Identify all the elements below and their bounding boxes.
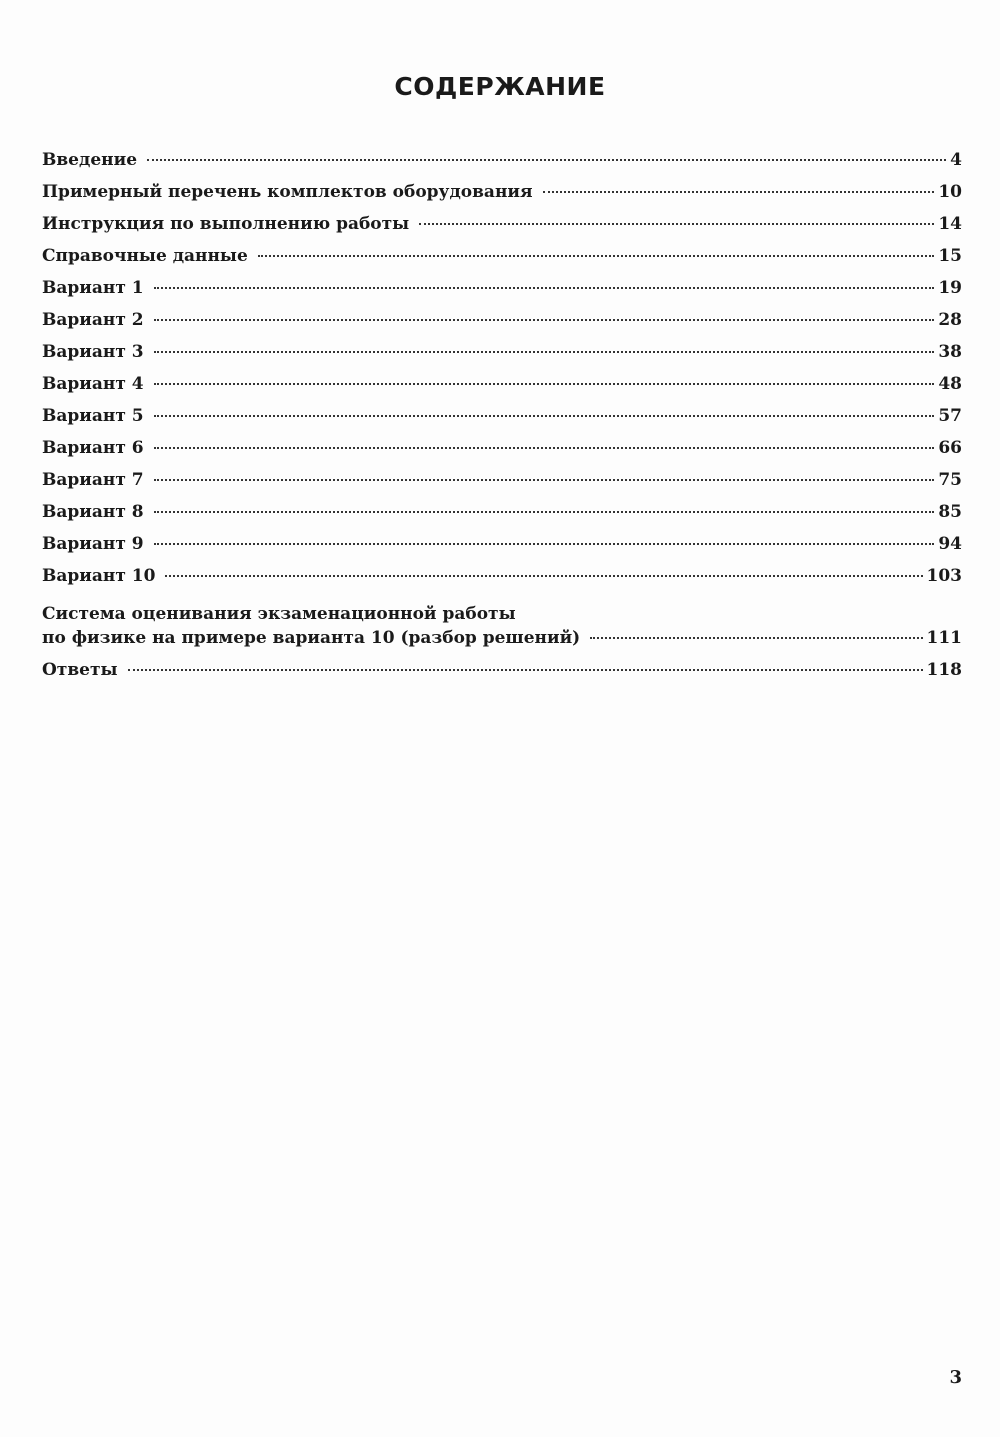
toc-entry-label: Примерный перечень комплектов оборудования: [42, 182, 533, 202]
toc-entry-label: Ответы: [42, 660, 118, 680]
toc-entry-page: 4: [950, 150, 962, 170]
toc-entry-variant-3[interactable]: [42, 342, 962, 374]
dot-leader: [154, 319, 935, 321]
toc-entry-reference-data[interactable]: [42, 246, 962, 278]
dot-leader: [165, 575, 922, 577]
dot-leader: [128, 669, 923, 671]
toc-entry-page: 118: [926, 660, 962, 680]
toc-entry-page: 111: [926, 628, 962, 648]
dot-leader: [154, 383, 935, 385]
dot-leader: [590, 637, 922, 639]
toc-entry-variant-6[interactable]: [42, 438, 962, 470]
toc-entry-label: Вариант 7: [42, 470, 144, 490]
toc-entry-label: Вариант 6: [42, 438, 144, 458]
dot-leader: [419, 223, 934, 225]
dot-leader: [154, 351, 935, 353]
toc-entry-label: Справочные данные: [42, 246, 248, 266]
dot-leader: [154, 415, 935, 417]
toc-entry-label: Вариант 4: [42, 374, 144, 394]
toc-entry-variant-5[interactable]: [42, 406, 962, 438]
toc-entry-variant-1[interactable]: [42, 278, 962, 310]
toc-entry-variant-10[interactable]: [42, 566, 962, 598]
toc-entry-label: Введение: [42, 150, 138, 170]
toc-entry-page: 38: [938, 342, 962, 362]
toc-entry-variant-2[interactable]: [42, 310, 962, 342]
dot-leader: [154, 447, 935, 449]
dot-leader: [154, 479, 935, 481]
toc-entry-label: Вариант 2: [42, 310, 144, 330]
toc-entry-introduction[interactable]: [42, 150, 962, 182]
toc-entry-page: 10: [938, 182, 962, 202]
toc-entry-page: 19: [938, 278, 962, 298]
dot-leader: [154, 287, 935, 289]
toc-entry-page: 15: [938, 246, 962, 266]
toc-entry-grading-system[interactable]: [42, 600, 962, 660]
toc-entry-page: 14: [938, 214, 962, 234]
toc-entry-label: Вариант 9: [42, 534, 144, 554]
toc-entry-instructions[interactable]: [42, 214, 962, 246]
toc-entry-label: Вариант 1: [42, 278, 144, 298]
dot-leader: [154, 511, 935, 513]
dot-leader: [147, 159, 946, 161]
table-of-contents: [42, 150, 962, 692]
dot-leader: [258, 255, 935, 257]
toc-entry-label: Вариант 10: [42, 566, 156, 586]
toc-entry-label: Система оценивания экзаменационной работы: [42, 604, 516, 624]
toc-entry-label: Вариант 3: [42, 342, 144, 362]
toc-entry-variant-7[interactable]: [42, 470, 962, 502]
toc-entry-label: Вариант 5: [42, 406, 144, 426]
dot-leader: [543, 191, 935, 193]
toc-entry-label: Вариант 8: [42, 502, 144, 522]
toc-entry-page: 85: [938, 502, 962, 522]
toc-entry-label-continued: по физике на примере варианта 10 (разбор решений): [42, 628, 581, 648]
toc-entry-page: 75: [938, 470, 962, 490]
dot-leader: [154, 543, 935, 545]
toc-entry-page: 48: [938, 374, 962, 394]
toc-entry-page: 94: [938, 534, 962, 554]
toc-entry-answers[interactable]: [42, 660, 962, 692]
toc-entry-variant-8[interactable]: [42, 502, 962, 534]
toc-entry-page: 103: [926, 566, 962, 586]
toc-entry-variant-9[interactable]: [42, 534, 962, 566]
toc-entry-page: 66: [938, 438, 962, 458]
toc-entry-label: Инструкция по выполнению работы: [42, 214, 410, 234]
toc-entry-page: 28: [938, 310, 962, 330]
toc-entry-page: 57: [938, 406, 962, 426]
toc-entry-equipment[interactable]: [42, 182, 962, 214]
page-title: СОДЕРЖАНИЕ: [394, 72, 606, 101]
toc-entry-variant-4[interactable]: [42, 374, 962, 406]
page-number: 3: [949, 1367, 962, 1388]
